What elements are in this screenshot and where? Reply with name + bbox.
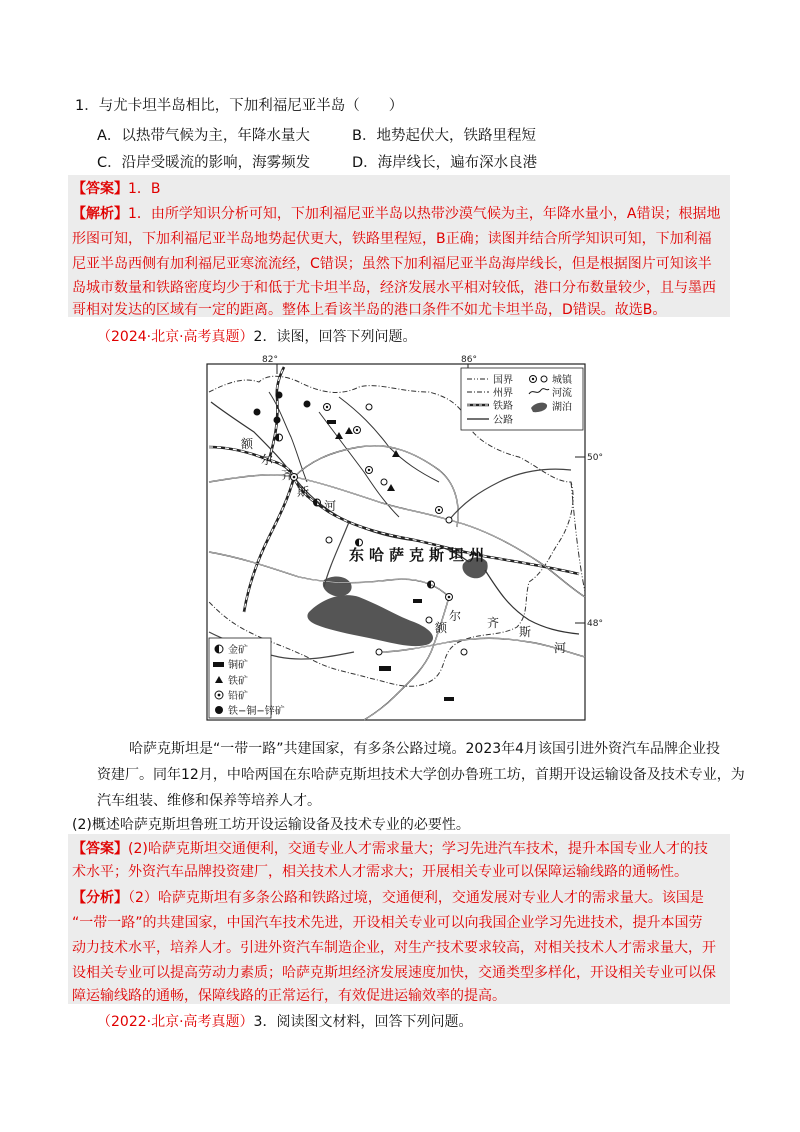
state-label: 东哈萨克斯坦州: [349, 546, 490, 564]
analysis-tag: 【分析】: [72, 890, 128, 906]
legend-lead: 铅矿: [228, 691, 248, 702]
q1-analysis-line-4: 岛城市数量和铁路密度均少于和低于尤卡坦半岛，经济发展水平相对较低，港口分布数量较少，且与墨西: [72, 280, 716, 296]
legend-river: 河流: [552, 388, 572, 399]
answer-tag: 【答案】: [72, 181, 128, 197]
passage-line-1: 哈萨克斯坦是“一带一路”共建国家，有多条公路过境。2023年4月该国引进外资汽车品牌企业投: [129, 741, 721, 757]
option-d: D．海岸线长，遍布深水良港: [352, 155, 538, 171]
q2-stem: 2．读图，回答下列问题。: [253, 329, 417, 345]
q1-analysis-line-3: 尼亚半岛西侧有加利福尼亚寒流流经，C错误；虽然下加利福尼亚半岛海岸线长，但是根据图片可知该半: [72, 256, 712, 272]
analysis-text: （2）哈萨克斯坦有多条公路和铁路过境，交通便利，交通发展对专业人才的需求量大。该国是: [128, 890, 704, 906]
question-2-heading: [97, 326, 416, 346]
kazakhstan-map: [199, 352, 603, 730]
q2-analysis-line-1: [72, 887, 704, 907]
q1-analysis-line-2: 形图可知，下加利福尼亚半岛地势起伏更大，铁路里程短，B正确；读图并结合所学知识可知，下加利福: [72, 231, 712, 247]
q2-sub-question: (2)概述哈萨克斯坦鲁班工坊开设运输设备及技术专业的必要性。: [72, 817, 470, 833]
q2-answer-line-2: 术水平；外资汽车品牌投资建厂，相关技术人才需求大；开展相关专业可以保障运输线路的通畅性。: [72, 864, 688, 880]
option-a: A．以热带气候为主，年降水量大: [97, 128, 310, 144]
q1-answer: [72, 178, 161, 198]
legend-iron-copper-zinc: 铁−铜−锌矿: [228, 706, 285, 717]
q2-analysis-line-5: 障运输线路的通畅，保障线路的正常运行，有效促进运输效率的提高。: [72, 988, 506, 1004]
answer-value: 1．B: [128, 181, 161, 197]
river-label-1-char-4: 斯: [297, 485, 310, 499]
river-label-2-char-3: 齐: [487, 616, 500, 630]
question-3-heading: [97, 1011, 472, 1031]
option-c: C．沿岸受暖流的影响，海雾频发: [97, 155, 311, 171]
river-label-2-char-5: 河: [554, 641, 567, 655]
analysis-tag: 【解析】: [72, 206, 128, 222]
legend-town: 城镇: [552, 375, 572, 386]
answer-tag: 【答案】: [72, 841, 128, 857]
legend-lake: 湖泊: [552, 402, 572, 413]
answer-text: (2)哈萨克斯坦交通便利，交通专业人才需求量大；学习先进汽车技术，提升本国专业人才的技: [128, 841, 708, 857]
passage-line-2: 资建厂。同年12月，中哈两国在东哈萨克斯坦技术大学创办鲁班工坊，首期开设运输设备及技术专业，为: [97, 767, 745, 783]
river-label-1-char-5: 河: [324, 499, 337, 513]
lat-label-50: 50°: [587, 453, 603, 463]
q3-stem: 3．阅读图文材料，回答下列问题。: [253, 1014, 473, 1030]
option-b: B．地势起伏大，铁路里程短: [352, 128, 536, 144]
legend-highway: 公路: [493, 415, 513, 426]
legend-iron: 铁矿: [228, 676, 248, 687]
q1-analysis-line-5: 哥相对发达的区域有一定的距离。整体上看该半岛的港口条件不如尤卡坦半岛，D错误。故选B。: [72, 302, 667, 318]
lon-label-82: 82°: [262, 355, 278, 365]
q1-analysis-line-1: [72, 203, 720, 223]
legend-national-border: 国界: [493, 375, 513, 386]
river-label-1-char-1: 额: [241, 437, 254, 451]
river-label-1-char-2: 尔: [261, 453, 274, 467]
passage-line-3: 汽车组装、维修和保养等培养人才。: [97, 793, 321, 809]
question-1-stem: 1．与尤卡坦半岛相比，下加利福尼亚半岛（ ）: [75, 98, 404, 114]
lat-label-48: 48°: [587, 619, 603, 629]
legend-copper: 铜矿: [228, 660, 248, 671]
q2-answer-line-1: [72, 838, 708, 858]
q2-analysis-line-2: “一带一路”的共建国家，中国汽车技术先进，开设相关专业可以向我国企业学习先进技术，提升本国劳: [72, 915, 703, 931]
legend-gold: 金矿: [228, 645, 248, 656]
lon-label-86: 86°: [461, 355, 477, 365]
river-label-2-char-4: 斯: [519, 625, 532, 639]
river-label-2-char-2: 尔: [449, 609, 462, 623]
river-label-2-char-1: 额: [435, 621, 448, 635]
analysis-text: 1．由所学知识分析可知，下加利福尼亚半岛以热带沙漠气候为主，年降水量小，A错误；根据地: [128, 206, 721, 222]
river-label-1-char-3: 齐: [281, 468, 294, 482]
q2-analysis-line-3: 动力技术水平，培养人才。引进外资汽车制造企业，对生产技术要求较高，对相关技术人才需求量大，开: [72, 940, 716, 956]
q3-source: （2022·北京·高考真题）: [97, 1014, 254, 1030]
legend-state-border: 州界: [493, 388, 513, 399]
q2-source: （2024·北京·高考真题）: [97, 329, 254, 345]
legend-railway: 铁路: [493, 401, 513, 412]
q2-analysis-line-4: 设相关专业可以提高劳动力素质；哈萨克斯坦经济发展速度加快，交通类型多样化，开设相关专业可以保: [72, 965, 716, 981]
